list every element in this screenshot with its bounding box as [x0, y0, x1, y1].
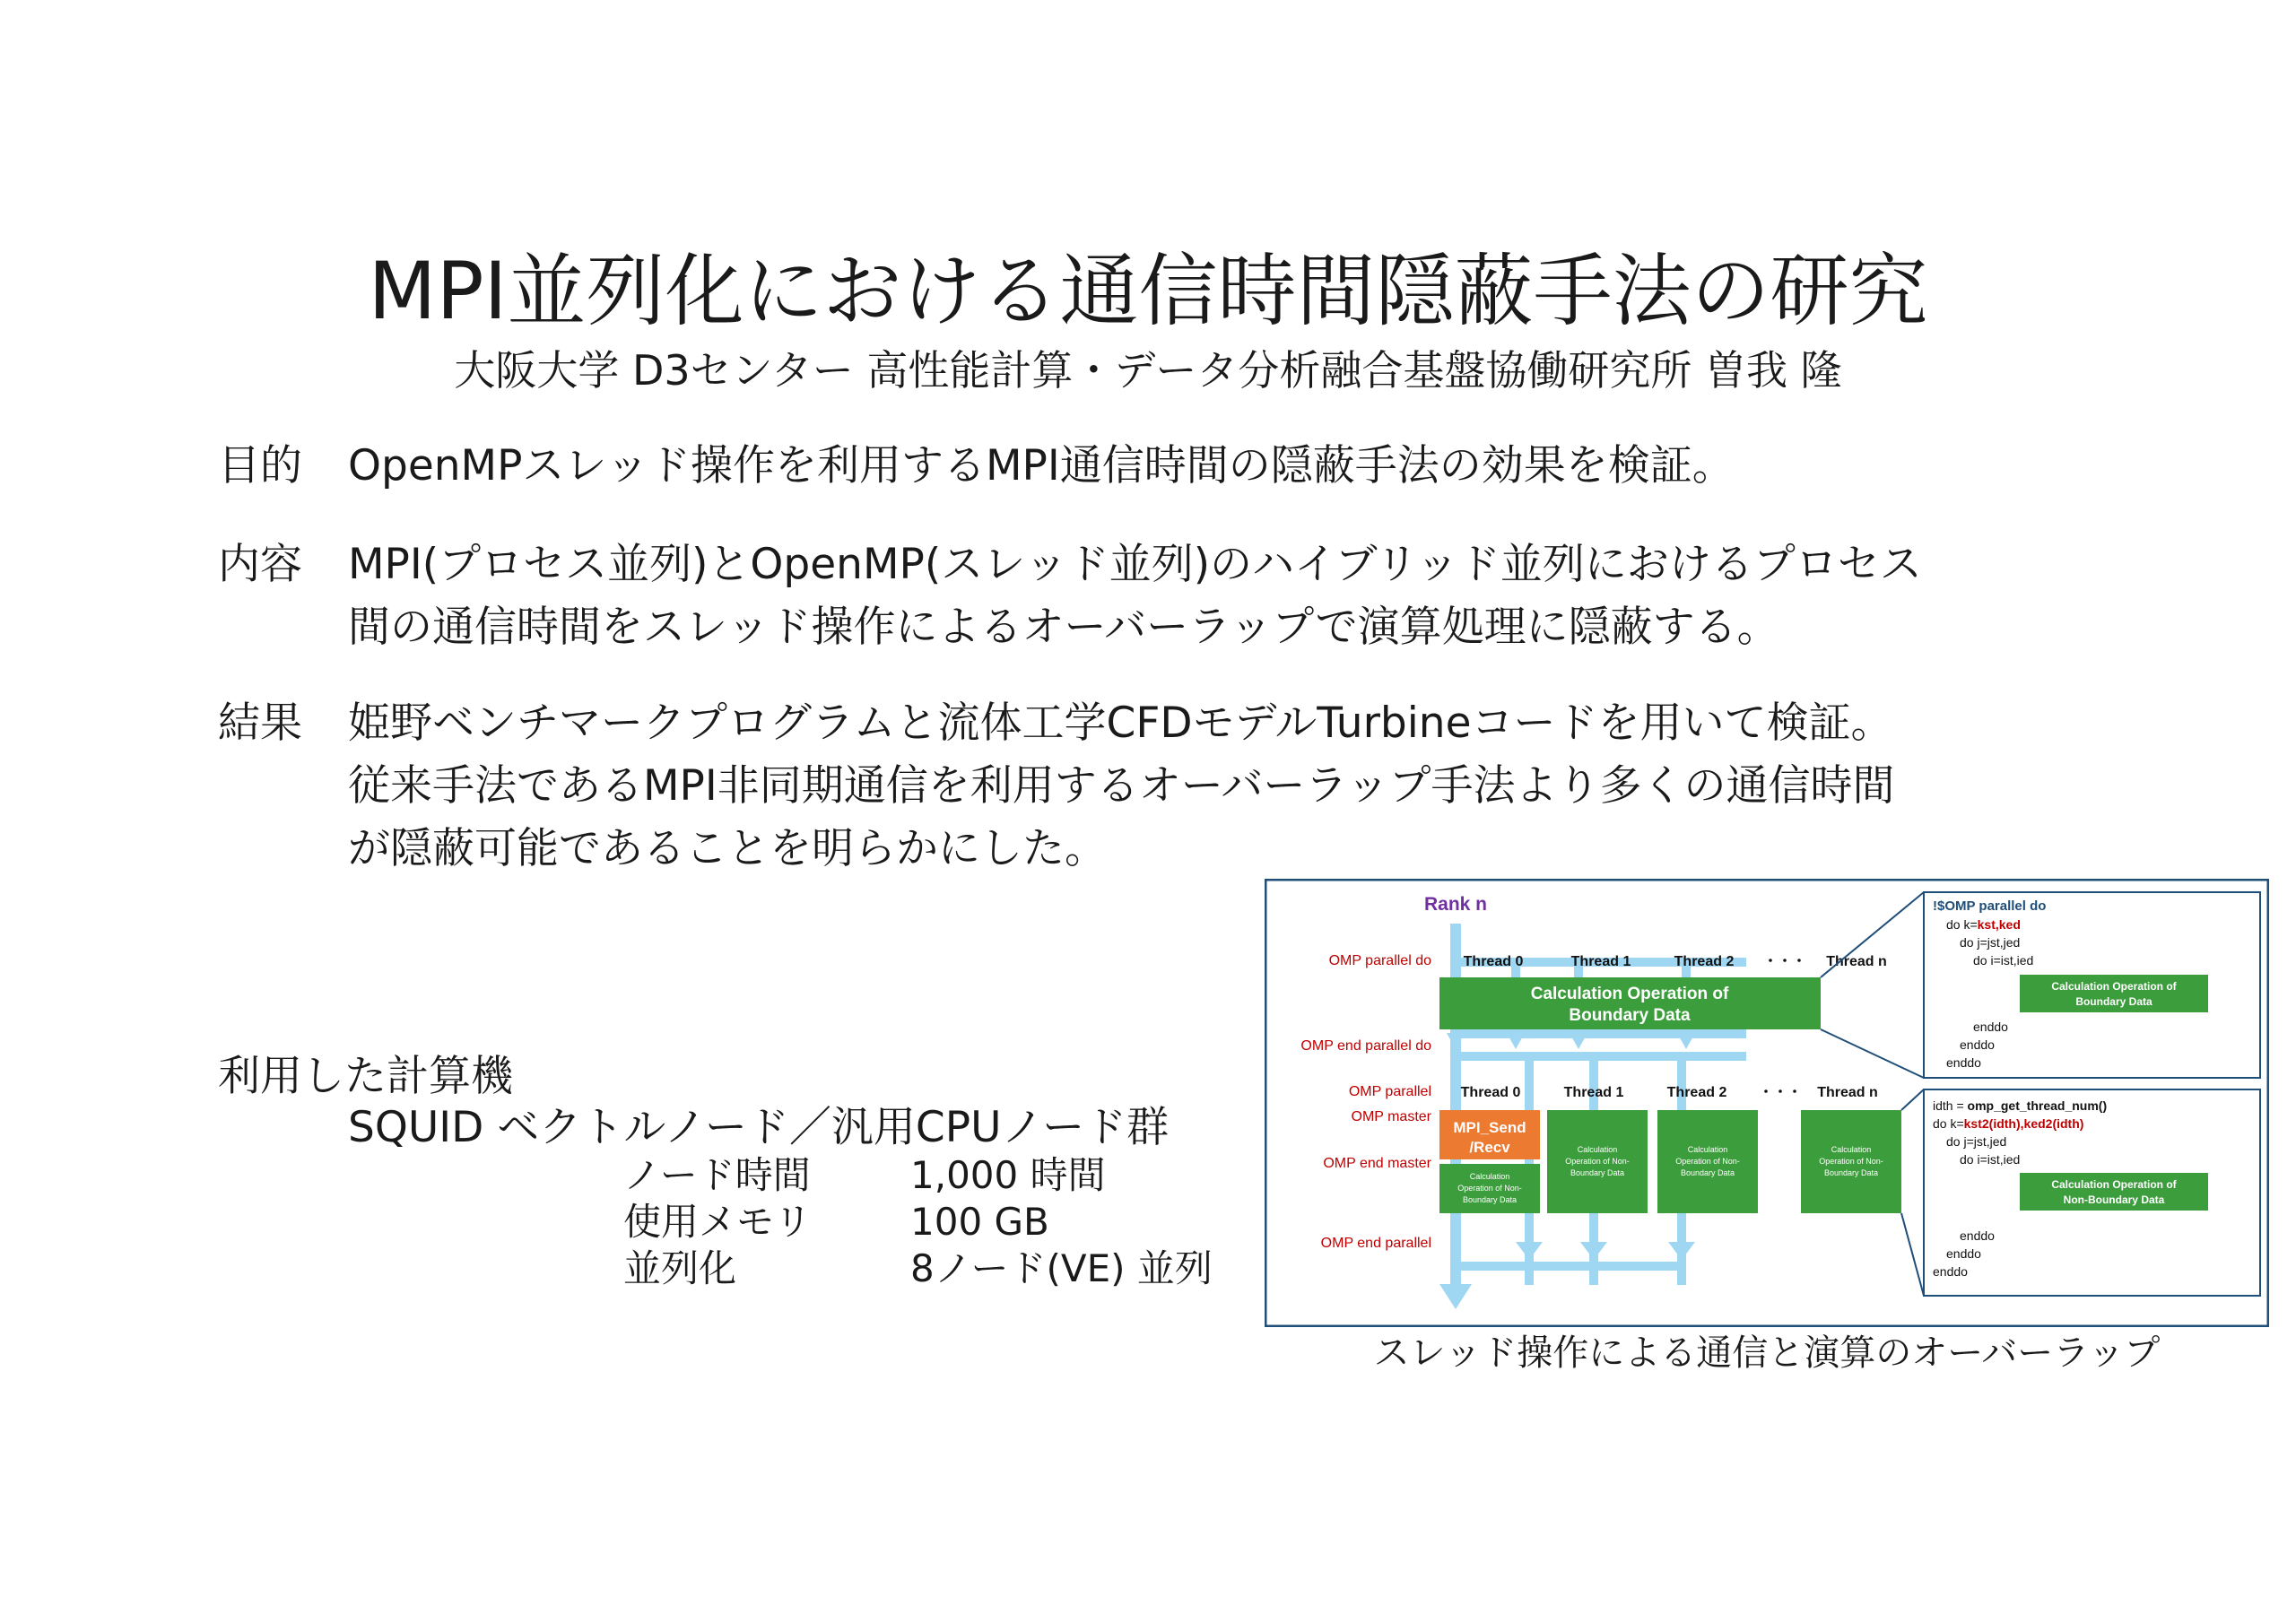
section-label-result: 結果	[218, 699, 302, 748]
page-subtitle: 大阪大学 D3センター 高性能計算・データ分析融合基盤協働研究所 曽我 隆	[454, 346, 1842, 395]
code2-enddo-2: enddo	[1946, 1246, 1981, 1261]
label-omp-master: OMP master	[1351, 1109, 1431, 1124]
code1-calc-line2: Boundary Data	[2075, 995, 2152, 1008]
section-label-content: 内容	[218, 540, 302, 589]
rank-label: Rank n	[1423, 894, 1488, 915]
calc-box-thread2-line1: Calculation	[1687, 1145, 1728, 1154]
code1-enddo-3: enddo	[1946, 1055, 1981, 1070]
calc-box-thread1-line1: Calculation	[1577, 1145, 1618, 1154]
bottom-thread-1: Thread 1	[1563, 1085, 1624, 1100]
bottom-thread-0: Thread 0	[1460, 1085, 1521, 1100]
code1-enddo-1: enddo	[1973, 1020, 2008, 1034]
calc-box-thread-n-line2: Operation of Non-	[1819, 1157, 1883, 1166]
code1-do-j: do j=jst,jed	[1960, 935, 2021, 950]
top-thread-1: Thread 1	[1570, 954, 1631, 969]
spec-label-memory: 使用メモリ	[623, 1200, 813, 1244]
code1-do-k: do k=kst,ked	[1946, 917, 2021, 932]
label-omp-end-master: OMP end master	[1323, 1156, 1431, 1171]
mpi-box-line1: MPI_Send	[1453, 1119, 1526, 1136]
calc-box-thread2-line3: Boundary Data	[1680, 1168, 1735, 1177]
spec-value-parallel: 8ノード(VE) 並列	[910, 1246, 1213, 1290]
overlap-diagram	[1265, 879, 2269, 1327]
calc-box-thread2-line2: Operation of Non-	[1675, 1157, 1740, 1166]
computer-system: SQUID ベクトルノード／汎用CPUノード群	[348, 1103, 1170, 1152]
computer-heading: 利用した計算機	[218, 1052, 513, 1101]
calc-box-thread1-line2: Operation of Non-	[1565, 1157, 1630, 1166]
top-thread-2: Thread 2	[1674, 954, 1735, 969]
code2-do-i: do i=ist,ied	[1960, 1152, 2021, 1167]
boundary-calc-line1: Calculation Operation of	[1530, 985, 1729, 1003]
code2-idth: idth = omp_get_thread_num()	[1933, 1098, 2108, 1113]
top-thread-0: Thread 0	[1463, 954, 1524, 969]
code2-enddo-3: enddo	[1933, 1264, 1968, 1279]
code1-do-i: do i=ist,ied	[1973, 953, 2034, 968]
label-omp-parallel-do: OMP parallel do	[1328, 953, 1431, 968]
calc-box-thread0-line3: Boundary Data	[1462, 1195, 1518, 1204]
section-text-result-line2: 従来手法であるMPI非同期通信を利用するオーバーラップ手法より多くの通信時間	[348, 761, 1895, 811]
section-text-result-line1: 姫野ベンチマークプログラムと流体工学CFDモデルTurbineコードを用いて検証。	[348, 699, 1893, 748]
calc-box-thread0-line2: Operation of Non-	[1457, 1184, 1522, 1193]
code1-calc-line1: Calculation Operation of	[2051, 980, 2177, 993]
label-omp-end-parallel: OMP end parallel	[1320, 1236, 1431, 1251]
mpi-box-line2: /Recv	[1469, 1139, 1510, 1156]
code1-enddo-2: enddo	[1960, 1037, 1995, 1052]
code2-calc-line2: Non-Boundary Data	[2063, 1193, 2165, 1206]
section-text-content-line1: MPI(プロセス並列)とOpenMP(スレッド並列)のハイブリッド並列におけるプロセス	[348, 540, 1922, 589]
calc-box-thread-n-line3: Boundary Data	[1823, 1168, 1879, 1177]
code1-omp-directive: !$OMP parallel do	[1933, 898, 2047, 914]
code2-do-k: do k=kst2(idth),ked2(idth)	[1933, 1116, 2084, 1131]
page-title: MPI並列化における通信時間隠蔽手法の研究	[368, 245, 1928, 337]
top-thread-n: Thread n	[1826, 954, 1887, 969]
spec-value-node-hours: 1,000 時間	[910, 1153, 1106, 1197]
label-omp-end-parallel-do: OMP end parallel do	[1300, 1038, 1431, 1054]
calc-box-thread1-line3: Boundary Data	[1570, 1168, 1625, 1177]
section-text-content-line2: 間の通信時間をスレッド操作によるオーバーラップで演算処理に隠蔽する。	[348, 603, 1779, 652]
spec-value-memory: 100 GB	[910, 1200, 1049, 1244]
code2-do-j: do j=jst,jed	[1946, 1134, 2007, 1149]
diagram-caption: スレッド操作による通信と演算のオーバーラップ	[1373, 1332, 2161, 1374]
code2-enddo-1: enddo	[1960, 1228, 1995, 1243]
spec-label-node-hours: ノード時間	[623, 1153, 811, 1197]
label-omp-parallel: OMP parallel	[1348, 1084, 1431, 1099]
top-thread-dots: ・・・	[1762, 954, 1807, 969]
bottom-thread-dots: ・・・	[1758, 1085, 1803, 1100]
bottom-thread-2: Thread 2	[1666, 1085, 1727, 1100]
section-text-result-line3: が隠蔽可能であることを明らかにした。	[348, 824, 1107, 873]
section-label-purpose: 目的	[218, 441, 302, 490]
spec-label-parallel: 並列化	[623, 1246, 737, 1290]
boundary-calc-line2: Boundary Data	[1569, 1006, 1691, 1025]
bottom-thread-n: Thread n	[1817, 1085, 1878, 1100]
calc-box-thread0-line1: Calculation	[1469, 1172, 1510, 1181]
code2-calc-line1: Calculation Operation of	[2051, 1178, 2177, 1191]
calc-box-thread-n-line1: Calculation	[1831, 1145, 1872, 1154]
section-text-purpose-line1: OpenMPスレッド操作を利用するMPI通信時間の隠蔽手法の効果を検証。	[348, 441, 1735, 490]
